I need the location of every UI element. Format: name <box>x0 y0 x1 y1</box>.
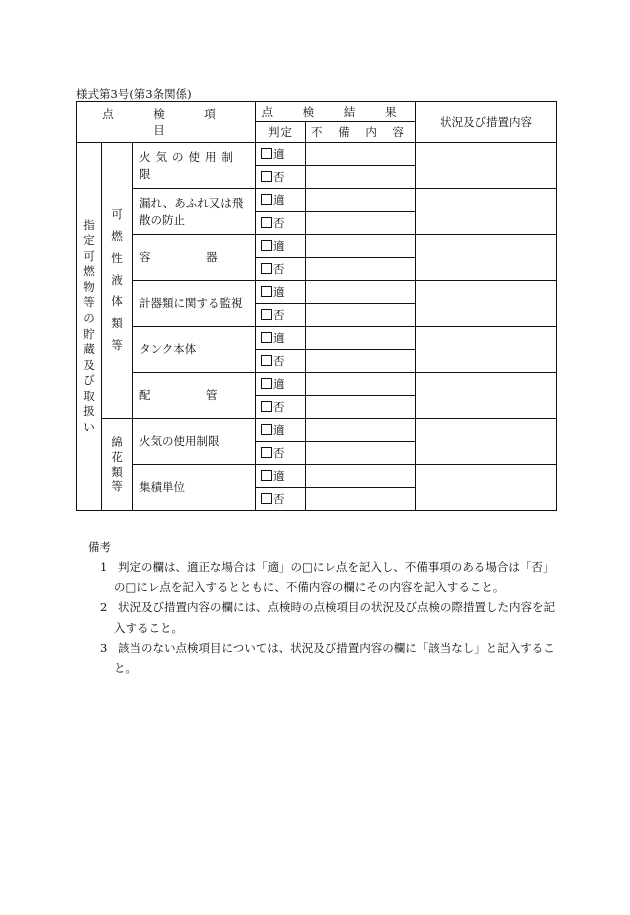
header-status-measures: 状況及び措置内容 <box>416 102 557 143</box>
defect-cell[interactable] <box>306 327 416 350</box>
checkbox-square-icon[interactable] <box>261 332 272 343</box>
note-item: 3 該当のない点検項目については、状況及び措置内容の欄に「該当なし」と記入すること。 <box>100 640 555 675</box>
header-defect-content: 不 備 内 容 <box>306 122 416 143</box>
status-cell[interactable] <box>416 465 557 511</box>
defect-cell[interactable] <box>306 189 416 212</box>
note-item: 2 状況及び措置内容の欄には、点検時の点検項目の状況及び点検の際措置した内容を記入すること。 <box>100 600 555 635</box>
defect-cell[interactable] <box>306 212 416 235</box>
header-judgment: 判定 <box>256 122 306 143</box>
item-cotton-fire-use-restriction: 火気の使用制限 <box>133 419 256 465</box>
checkbox-square-icon[interactable] <box>261 309 272 320</box>
defect-cell[interactable] <box>306 488 416 511</box>
checkbox-square-icon[interactable] <box>261 493 272 504</box>
defect-cell[interactable] <box>306 304 416 327</box>
checkbox-ok[interactable]: 適 <box>256 373 306 396</box>
defect-cell[interactable] <box>306 373 416 396</box>
checkbox-square-icon[interactable] <box>261 240 272 251</box>
category-designated-combustibles: 指 定 可 燃 物 等 の 貯 蔵 及 び 取 扱 い <box>77 143 102 511</box>
category-cotton: 綿 花 類 等 <box>102 419 133 511</box>
item-fire-use-restriction: 火気の使用制限 <box>133 143 256 189</box>
checkbox-ng[interactable]: 否 <box>256 212 306 235</box>
checkbox-ok[interactable]: 適 <box>256 189 306 212</box>
checkbox-ok[interactable]: 適 <box>256 327 306 350</box>
checkbox-ng[interactable]: 否 <box>256 350 306 373</box>
note-item: 1 判定の欄は、適正な場合は「適」の□にレ点を記入し、不備事項のある場合は「否」の□にレ点を記入するとともに、不備内容の欄にその内容を記入すること。 <box>100 560 555 595</box>
item-leak-overflow-prevention: 漏れ、あふれ又は飛散の防止 <box>133 189 256 235</box>
category-combustible-liquids: 可 燃 性 液 体 類 等 <box>102 143 133 419</box>
checkbox-ng[interactable]: 否 <box>256 166 306 189</box>
checkbox-square-icon[interactable] <box>261 286 272 297</box>
defect-cell[interactable] <box>306 396 416 419</box>
checkbox-ok[interactable]: 適 <box>256 419 306 442</box>
item-container: 容 器 <box>133 235 256 281</box>
checkbox-ok[interactable]: 適 <box>256 281 306 304</box>
checkbox-square-icon[interactable] <box>261 263 272 274</box>
checkbox-ok[interactable]: 適 <box>256 235 306 258</box>
defect-cell[interactable] <box>306 143 416 166</box>
defect-cell[interactable] <box>306 442 416 465</box>
checkbox-ng[interactable]: 否 <box>256 488 306 511</box>
header-inspection-result: 点 検 結 果 <box>256 102 416 122</box>
checkbox-square-icon[interactable] <box>261 378 272 389</box>
checkbox-square-icon[interactable] <box>261 194 272 205</box>
checkbox-ng[interactable]: 否 <box>256 304 306 327</box>
item-tank-body: タンク本体 <box>133 327 256 373</box>
checkbox-ng[interactable]: 否 <box>256 442 306 465</box>
checkbox-square-icon[interactable] <box>261 447 272 458</box>
checkbox-square-icon[interactable] <box>261 470 272 481</box>
notes-section <box>86 537 556 678</box>
header-inspection-item: 点 検 項 目 <box>77 102 256 143</box>
checkbox-square-icon[interactable] <box>261 171 272 182</box>
checkbox-square-icon[interactable] <box>261 148 272 159</box>
status-cell[interactable] <box>416 189 557 235</box>
status-cell[interactable] <box>416 235 557 281</box>
item-piping: 配 管 <box>133 373 256 419</box>
form-number-label: 様式第3号(第3条関係) <box>76 87 192 101</box>
defect-cell[interactable] <box>306 350 416 373</box>
checkbox-square-icon[interactable] <box>261 217 272 228</box>
status-cell[interactable] <box>416 419 557 465</box>
defect-cell[interactable] <box>306 235 416 258</box>
status-cell[interactable] <box>416 327 557 373</box>
checkbox-ok[interactable]: 適 <box>256 143 306 166</box>
checkbox-square-icon[interactable] <box>261 355 272 366</box>
inspection-table <box>76 101 557 511</box>
defect-cell[interactable] <box>306 166 416 189</box>
status-cell[interactable] <box>416 281 557 327</box>
checkbox-ng[interactable]: 否 <box>256 258 306 281</box>
checkbox-ng[interactable]: 否 <box>256 396 306 419</box>
checkbox-ok[interactable]: 適 <box>256 465 306 488</box>
defect-cell[interactable] <box>306 465 416 488</box>
checkbox-square-icon[interactable] <box>261 401 272 412</box>
status-cell[interactable] <box>416 143 557 189</box>
defect-cell[interactable] <box>306 281 416 304</box>
notes-title: 備考 <box>88 540 111 554</box>
checkbox-square-icon[interactable] <box>261 424 272 435</box>
status-cell[interactable] <box>416 373 557 419</box>
item-stacking-unit: 集積単位 <box>133 465 256 511</box>
item-instrument-monitoring: 計器類に関する監視 <box>133 281 256 327</box>
defect-cell[interactable] <box>306 419 416 442</box>
defect-cell[interactable] <box>306 258 416 281</box>
